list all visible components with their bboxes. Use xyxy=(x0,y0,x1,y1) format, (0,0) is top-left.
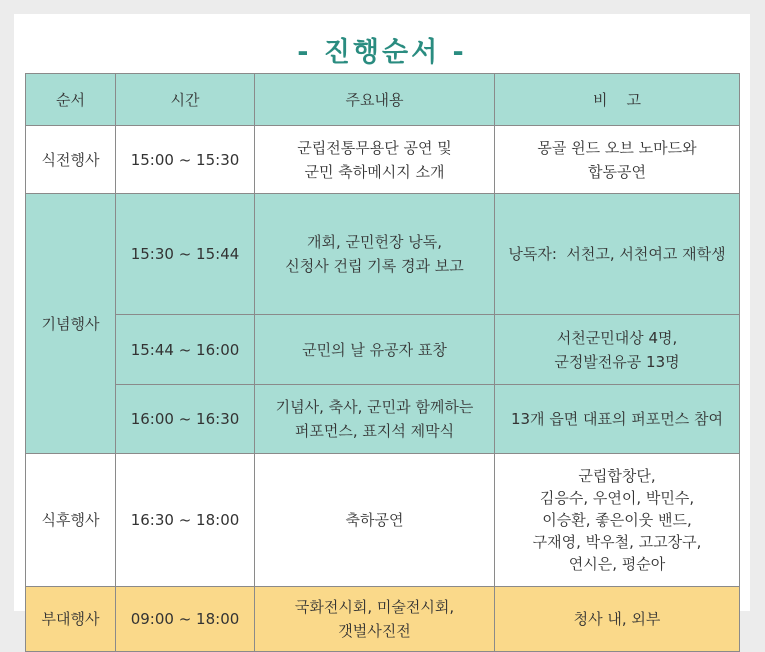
note-line: 몽골 윈드 오브 노마드와 xyxy=(537,138,697,157)
note-cell xyxy=(495,587,740,652)
note-cell xyxy=(495,454,740,587)
note-cell xyxy=(495,315,740,385)
note-line: 청사 내, 외부 xyxy=(573,610,661,628)
note-line: 군정발전유공 13명 xyxy=(554,352,680,371)
category-cell: 식후행사 xyxy=(26,454,116,587)
category-cell: 부대행사 xyxy=(26,587,116,652)
table-row xyxy=(26,587,740,652)
note-cell xyxy=(495,194,740,315)
content-line: 기념사, 축사, 군민과 함께하는 xyxy=(275,398,474,416)
table-row xyxy=(26,126,740,194)
content-line: 국화전시회, 미술전시회, xyxy=(294,598,455,616)
table-row xyxy=(26,315,740,385)
note-cell xyxy=(495,385,740,454)
time-cell: 16:00 ~ 16:30 xyxy=(116,385,255,454)
header-note: 비 고 xyxy=(495,74,740,126)
content-line: 갯벌사진전 xyxy=(338,622,411,640)
table-row xyxy=(26,385,740,454)
content-line: 군립전통무용단 공연 및 xyxy=(297,138,452,157)
note-line: 김응수, 우연이, 박민수, xyxy=(539,489,695,507)
time-cell: 15:44 ~ 16:00 xyxy=(116,315,255,385)
content-line: 군민 축하메시지 소개 xyxy=(304,162,445,181)
note-cell xyxy=(495,126,740,194)
content-cell xyxy=(255,454,495,587)
table-header-row xyxy=(26,74,740,126)
category-cell: 기념행사 xyxy=(26,194,116,454)
content-cell xyxy=(255,587,495,652)
header-order: 순서 xyxy=(26,74,116,126)
page-title: - 진행순서 - xyxy=(297,37,467,68)
note-line: 이승환, 좋은이웃 밴드, xyxy=(542,511,692,529)
note-line: 합동공연 xyxy=(588,162,646,181)
content-line: 신청사 건립 기록 경과 보고 xyxy=(285,257,464,275)
header-content: 주요내용 xyxy=(255,74,495,126)
content-line: 군민의 날 유공자 표창 xyxy=(302,340,447,359)
content-cell xyxy=(255,194,495,315)
content-cell xyxy=(255,385,495,454)
content-line: 축하공연 xyxy=(345,511,404,529)
content-cell xyxy=(255,315,495,385)
time-cell: 15:30 ~ 15:44 xyxy=(116,194,255,315)
note-line: 서천군민대상 4명, xyxy=(556,328,678,347)
table-row xyxy=(26,194,740,315)
note-line: 군립합창단, xyxy=(578,467,656,485)
note-line: 구재영, 박우철, 고고장구, xyxy=(532,533,702,551)
time-cell: 16:30 ~ 18:00 xyxy=(116,454,255,587)
schedule-table xyxy=(25,73,740,652)
content-cell xyxy=(255,126,495,194)
content-line: 개회, 군민헌장 낭독, xyxy=(307,233,442,251)
time-cell: 15:00 ~ 15:30 xyxy=(116,126,255,194)
note-line: 연시은, 평순아 xyxy=(568,555,666,573)
header-time: 시간 xyxy=(116,74,255,126)
content-line: 퍼포먼스, 표지석 제막식 xyxy=(294,422,455,440)
note-line: 낭독자: 서천고, 서천여고 재학생 xyxy=(508,245,726,263)
note-line: 13개 읍면 대표의 퍼포먼스 참여 xyxy=(510,410,724,428)
category-cell: 식전행사 xyxy=(26,126,116,194)
table-row xyxy=(26,454,740,587)
schedule-document xyxy=(14,14,750,640)
time-cell: 09:00 ~ 18:00 xyxy=(116,587,255,652)
